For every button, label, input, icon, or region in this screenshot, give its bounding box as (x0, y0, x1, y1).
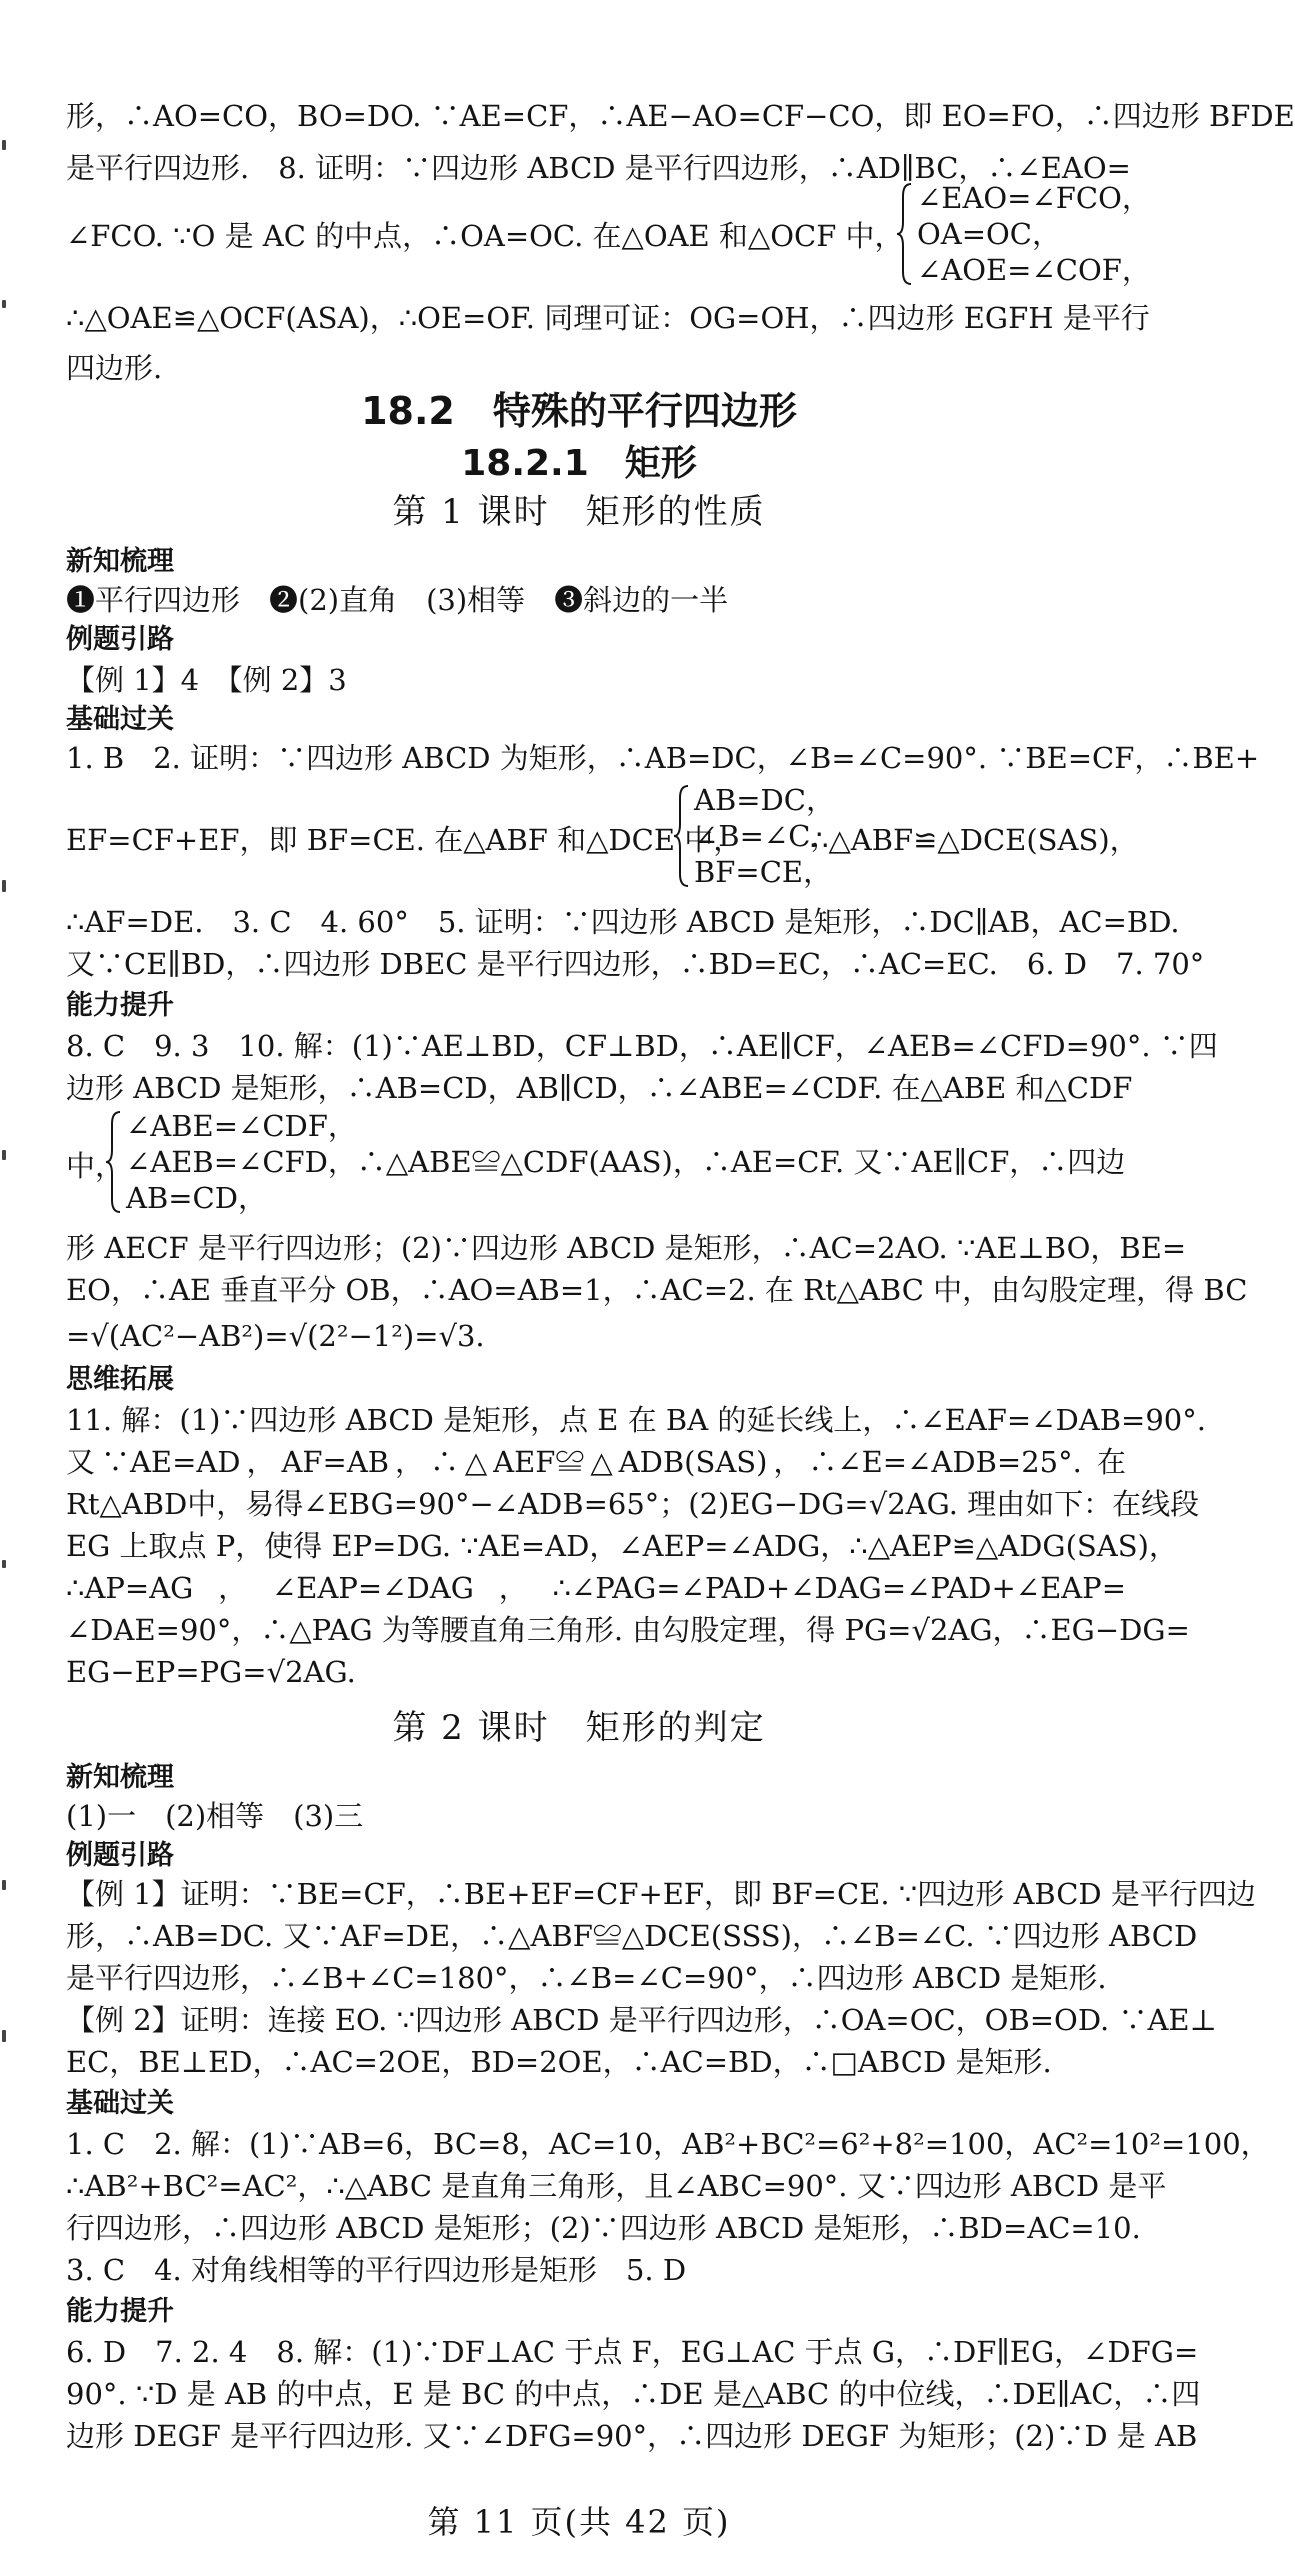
text-line: ∴AB²+BC²=AC²，∴△ABC 是直角三角形，且∠ABC=90°. 又∵四边形 ABCD 是平 (66, 2169, 1167, 2203)
section-heading: 新知梳理 (66, 546, 174, 577)
equation-line: AB=CD， (126, 1181, 267, 1215)
text-line: ❶平行四边形 ❷(2)直角 (3)相等 ❸斜边的一半 (66, 583, 729, 617)
equation-line: BF=CE， (694, 855, 833, 889)
text-line: EG 上取点 P，使得 EP=DG. ∵AE=AD，∠AEP=∠ADG，∴△AEP≌△ADG(SAS)， (66, 1529, 1178, 1563)
text-line: 形，∴AB=DC. 又∵AF=DE，∴△ABF≌△DCE(SSS)，∴∠B=∠C. ∵四边形 ABCD (66, 1919, 1198, 1953)
section-heading: 例题引路 (66, 1840, 174, 1871)
text-line: EF=CF+EF，即 BF=CE. 在△ABF 和△DCE 中， (66, 823, 743, 857)
text-line: 3. C 4. 对角线相等的平行四边形是矩形 5. D (66, 2253, 687, 2287)
text-line: 90°. ∵D 是 AB 的中点，E 是 BC 的中点，∴DE 是△ABC 的中位线，∴DE∥AC，∴四 (66, 2377, 1201, 2411)
text-line: (1)一 (2)相等 (3)三 (66, 1799, 364, 1833)
subsection-title: 18.2.1 矩形 (461, 443, 697, 484)
text-line: 边形 ABCD 是矩形，∴AB=CD，AB∥CD，∴∠ABE=∠CDF. 在△ABE 和△CDF (66, 1071, 1133, 1105)
equation-line: ∠AEB=∠CFD，∴△ABE≌△CDF(AAS)，∴AE=CF. 又∵AE∥CF，∴四边 (126, 1145, 1126, 1179)
section-heading: 能力提升 (66, 990, 174, 1021)
equation-system (895, 180, 1151, 288)
text-line: 形，∴AO=CO，BO=DO. ∵AE=CF，∴AE−AO=CF−CO，即 EO=FO，∴四边形 BFDE (66, 99, 1295, 133)
text-line: 【例 1】证明：∵BE=CF，∴BE+EF=CF+EF，即 BF=CE. ∵四边形 ABCD 是平行四边 (66, 1877, 1256, 1911)
equation-line: ∠B=∠C， (694, 819, 840, 853)
equation-line: OA=OC， (917, 217, 1061, 251)
text-line: =√(AC²−AB²)=√(2²−1²)=√3. (66, 1319, 485, 1353)
section-heading: 基础过关 (66, 2088, 174, 2119)
equation-line: ∠AOE=∠COF， (917, 253, 1151, 287)
lesson-title: 第 1 课时 矩形的性质 (392, 492, 766, 532)
text-line: ∠FCO. ∵O 是 AC 的中点，∴OA=OC. 在△OAE 和△OCF 中， (66, 219, 904, 253)
section-heading: 新知梳理 (66, 1762, 174, 1793)
text-line: Rt△ABD中，易得∠EBG=90°−∠ADB=65°；(2)EG−DG=√2AG. 理由如下：在线段 (66, 1487, 1200, 1521)
text-line: 8. C 9. 3 10. 解：(1)∵AE⊥BD，CF⊥BD，∴AE∥CF，∠AEB=∠CFD=90°. ∵四 (66, 1029, 1218, 1063)
text-line: 6. D 7. 2. 4 8. 解：(1)∵DF⊥AC 于点 F，EG⊥AC 于点 G，∴DF∥EG，∠DFG= (66, 2335, 1199, 2369)
page-number: 第 11 页(共 42 页) (427, 2503, 731, 2541)
text-line: EG−EP=PG=√2AG. (66, 1655, 356, 1689)
section-heading: 例题引路 (66, 624, 174, 655)
left-brace-icon (672, 784, 692, 888)
text-line: 中， (66, 1149, 125, 1183)
text-line: 【例 2】证明：连接 EO. ∵四边形 ABCD 是平行四边形，∴OA=OC，OB=OD. ∵AE⊥ (66, 2003, 1217, 2037)
text-line: 11. 解：(1)∵四边形 ABCD 是矩形，点 E 在 BA 的延长线上，∴∠EAF=∠DAB=90°. (66, 1403, 1206, 1437)
text-line: 是平行四边形，∴∠B+∠C=180°，∴∠B=∠C=90°，∴四边形 ABCD 是矩形. (66, 1961, 1107, 1995)
text-line: 1. C 2. 解：(1)∵AB=6，BC=8，AC=10，AB²+BC²=6²+8²=100，AC²=10²=100， (66, 2127, 1270, 2161)
text-line: ∴AP=AG，∠EAP=∠DAG，∴∠PAG=∠PAD+∠DAG=∠PAD+∠EAP= (66, 1571, 1126, 1605)
text-line: ∠DAE=90°，∴△PAG 为等腰直角三角形. 由勾股定理，得 PG=√2AG，∴EG−DG= (66, 1613, 1190, 1647)
text-line: ∴△ABF≌△DCE(SAS)， (810, 823, 1139, 857)
text-line: 形 AECF 是平行四边形；(2)∵四边形 ABCD 是矩形，∴AC=2AO. ∵AE⊥BO，BE= (66, 1231, 1187, 1265)
text-line: 又∵AE=AD，AF=AB，∴△AEF≌△ADB(SAS)，∴∠E=∠ADB=25°. 在 (66, 1445, 1126, 1479)
text-line: 【例 1】4 【例 2】3 (66, 663, 347, 697)
equation-line: ∠ABE=∠CDF， (126, 1109, 357, 1143)
text-line: 又∵CE∥BD，∴四边形 DBEC 是平行四边形，∴BD=EC，∴AC=EC. 6. D 7. 70° (66, 947, 1205, 981)
equation-line: AB=DC， (694, 783, 835, 817)
equation-line: ∠EAO=∠FCO， (917, 181, 1151, 215)
text-line: ∴AF=DE. 3. C 4. 60° 5. 证明：∵四边形 ABCD 是矩形，∴DC∥AB，AC=BD. (66, 905, 1180, 939)
section-heading: 能力提升 (66, 2296, 174, 2327)
text-line: 是平行四边形. 8. 证明：∵四边形 ABCD 是平行四边形，∴AD∥BC，∴∠EAO= (66, 151, 1131, 185)
text-line: 行四边形，∴四边形 ABCD 是矩形；(2)∵四边形 ABCD 是矩形，∴BD=AC=10. (66, 2211, 1141, 2245)
text-line: 四边形. (66, 351, 163, 385)
section-title: 18.2 特殊的平行四边形 (361, 389, 797, 433)
equation-system (104, 1108, 1125, 1216)
text-line: EC，BE⊥ED，∴AC=2OE，BD=2OE，∴AC=BD，∴□ABCD 是矩形. (66, 2045, 1052, 2079)
left-brace-icon (895, 182, 915, 286)
text-line: 边形 DEGF 是平行四边形. 又∵∠DFG=90°，∴四边形 DEGF 为矩形；(2)∵D 是 AB (66, 2419, 1198, 2453)
text-line: 1. B 2. 证明：∵四边形 ABCD 为矩形，∴AB=DC，∠B=∠C=90°. ∵BE=CF，∴BE+ (66, 741, 1260, 775)
section-heading: 基础过关 (66, 704, 174, 735)
text-line: EO，∴AE 垂直平分 OB，∴AO=AB=1，∴AC=2. 在 Rt△ABC 中，由勾股定理，得 BC (66, 1273, 1248, 1307)
section-heading: 思维拓展 (66, 1364, 174, 1395)
left-brace-icon (104, 1110, 124, 1214)
lesson-title: 第 2 课时 矩形的判定 (392, 1708, 766, 1748)
text-line: ∴△OAE≌△OCF(ASA)，∴OE=OF. 同理可证：OG=OH，∴四边形 EGFH 是平行 (66, 301, 1150, 335)
